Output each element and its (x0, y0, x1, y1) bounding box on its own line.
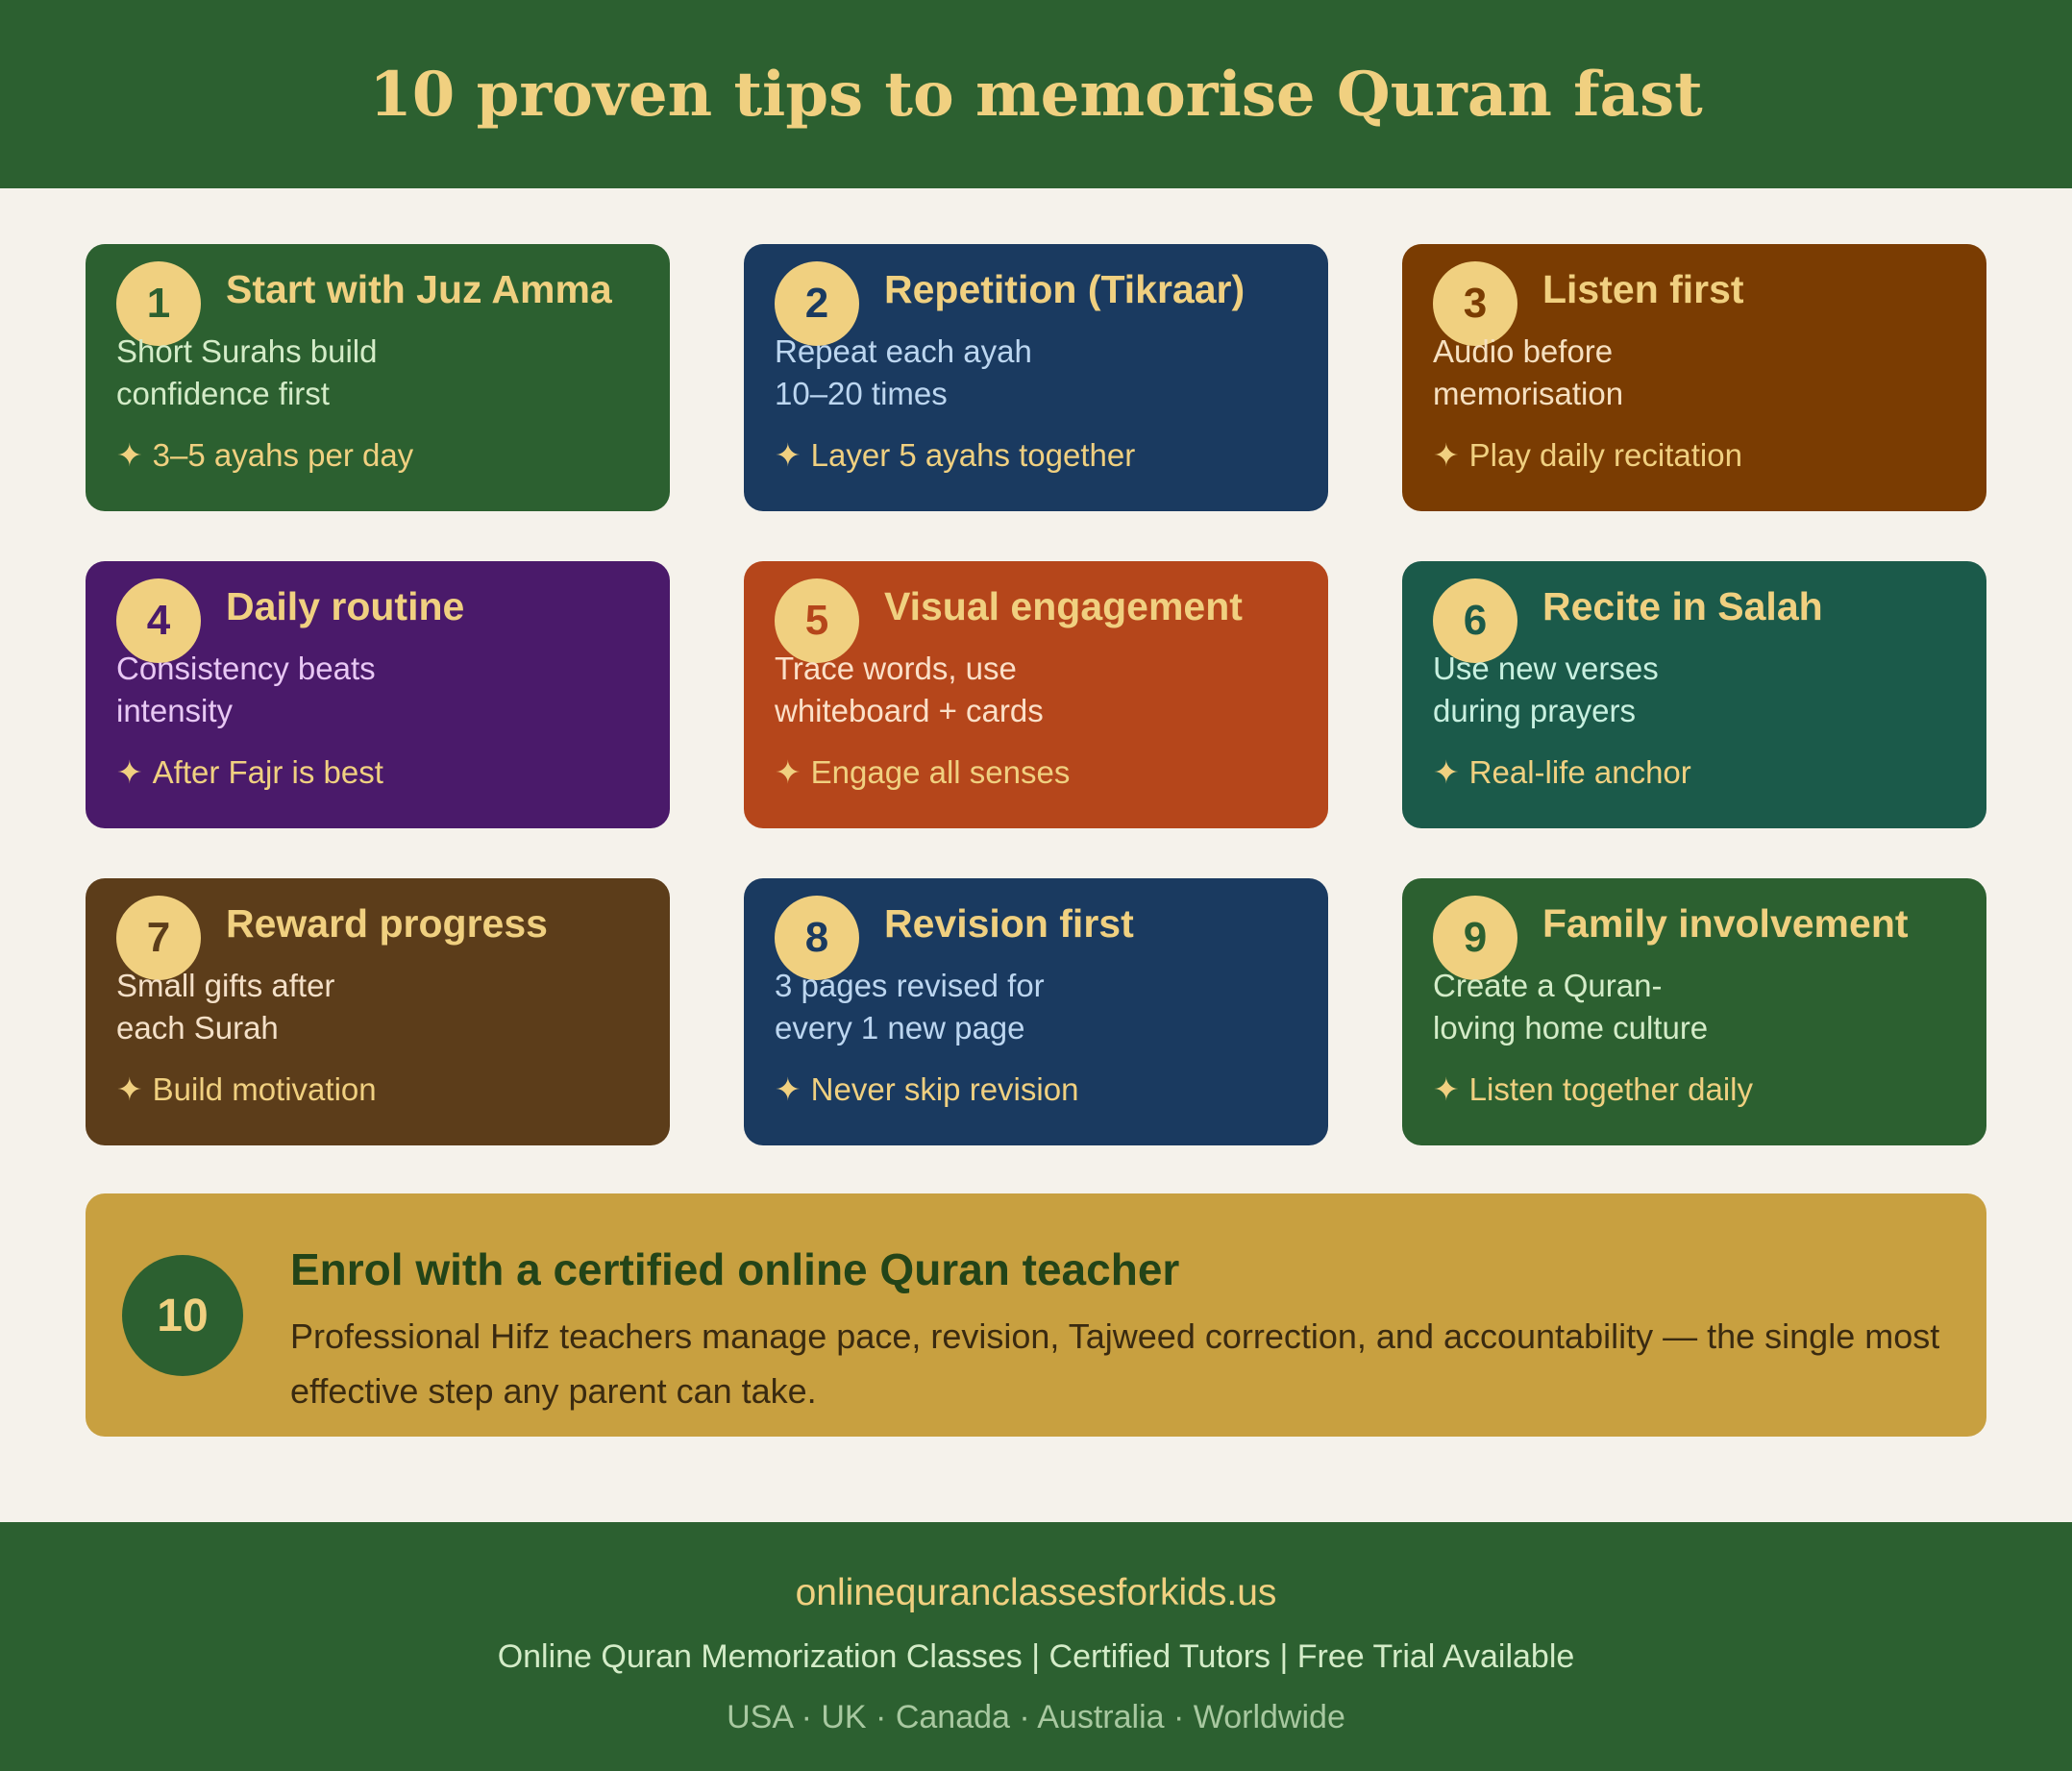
tip-title: Recite in Salah (1542, 584, 1823, 628)
tip-card-9 (1402, 878, 1986, 1145)
tip-card-8 (744, 878, 1328, 1145)
tip-description: Consistency beats intensity (116, 651, 376, 728)
footer-regions: USA · UK · Canada · Australia · Worldwide (727, 1699, 1345, 1735)
tip-highlight (775, 434, 1135, 477)
footer (0, 1522, 2072, 1771)
banner-title: Enrol with a certified online Quran teacher (290, 1244, 1180, 1294)
sparkle-icon: ✦ (116, 437, 143, 473)
tip-highlight-text: Layer 5 ayahs together (810, 437, 1136, 473)
tip-highlight-text: 3–5 ayahs per day (152, 437, 414, 473)
tip-highlight (775, 751, 1070, 794)
tip-number-badge: 5 (775, 578, 859, 663)
tip-card-2 (744, 244, 1328, 511)
tip-title: Family involvement (1542, 901, 1909, 946)
tip-highlight-text: Never skip revision (810, 1071, 1079, 1107)
tip-highlight-text: Build motivation (152, 1071, 377, 1107)
tip-title: Revision first (884, 901, 1134, 946)
tip-number-badge: 2 (775, 261, 859, 346)
tip-number-badge: 1 (116, 261, 201, 346)
tip-card-3 (1402, 244, 1986, 511)
tip-number-badge: 3 (1433, 261, 1517, 346)
tip-card-1 (86, 244, 670, 511)
sparkle-icon: ✦ (775, 1071, 802, 1107)
tip-highlight-text: Real-life anchor (1468, 754, 1691, 790)
tip-number-badge: 4 (116, 578, 201, 663)
tip-description: Use new verses during prayers (1433, 651, 1659, 728)
tip-title: Daily routine (226, 584, 465, 628)
tip-highlight (116, 1069, 377, 1111)
page-title: 10 proven tips to memorise Quran fast (369, 58, 1703, 131)
tip-10-banner (86, 1193, 1986, 1437)
sparkle-icon: ✦ (1433, 1071, 1460, 1107)
sparkle-icon: ✦ (775, 437, 802, 473)
tip-highlight (1433, 1069, 1753, 1111)
tip-highlight (1433, 434, 1742, 477)
tip-title: Visual engagement (884, 584, 1243, 628)
footer-website: onlinequranclassesforkids.us (795, 1572, 1277, 1613)
tip-highlight-text: Engage all senses (810, 754, 1071, 790)
tip-title: Listen first (1542, 267, 1744, 311)
tip-title: Repetition (Tikraar) (884, 267, 1246, 311)
tip-title: Reward progress (226, 901, 548, 946)
tip-card-5 (744, 561, 1328, 828)
tip-description: Trace words, use whiteboard + cards (775, 651, 1044, 728)
sparkle-icon: ✦ (116, 754, 143, 790)
tip-title: Start with Juz Amma (226, 267, 612, 311)
tip-card-7 (86, 878, 670, 1145)
tip-number-badge: 6 (1433, 578, 1517, 663)
tip-number-badge: 9 (1433, 896, 1517, 980)
tip-description: Repeat each ayah 10–20 times (775, 333, 1032, 411)
tip-description: Small gifts after each Surah (116, 968, 335, 1045)
tip-highlight (116, 751, 383, 794)
sparkle-icon: ✦ (116, 1071, 143, 1107)
tip-description: Audio before memorisation (1433, 333, 1624, 411)
header (0, 0, 2072, 188)
tips-grid (86, 244, 1986, 1145)
tip-description: Create a Quran- loving home culture (1433, 968, 1709, 1045)
sparkle-icon: ✦ (1433, 754, 1460, 790)
tip-description: 3 pages revised for every 1 new page (775, 968, 1045, 1045)
sparkle-icon: ✦ (1433, 437, 1460, 473)
footer-tagline: Online Quran Memorization Classes | Certified Tutors | Free Trial Available (497, 1638, 1575, 1675)
banner-description: Professional Hifz teachers manage pace, revision, Tajweed correction, and accountability — the single most effective step any parent can take. (290, 1316, 1940, 1411)
tip-card-6 (1402, 561, 1986, 828)
tip-description: Short Surahs build confidence first (116, 333, 378, 411)
tip-card-4 (86, 561, 670, 828)
tip-highlight-text: After Fajr is best (152, 754, 383, 790)
tip-highlight-text: Listen together daily (1468, 1071, 1754, 1107)
tip-highlight (116, 434, 413, 477)
tip-highlight (1433, 751, 1691, 794)
sparkle-icon: ✦ (775, 754, 802, 790)
tip-number-badge: 8 (775, 896, 859, 980)
tip-number-badge: 10 (122, 1255, 243, 1376)
tip-highlight (775, 1069, 1078, 1111)
tip-number-badge: 7 (116, 896, 201, 980)
tip-highlight-text: Play daily recitation (1468, 437, 1742, 473)
